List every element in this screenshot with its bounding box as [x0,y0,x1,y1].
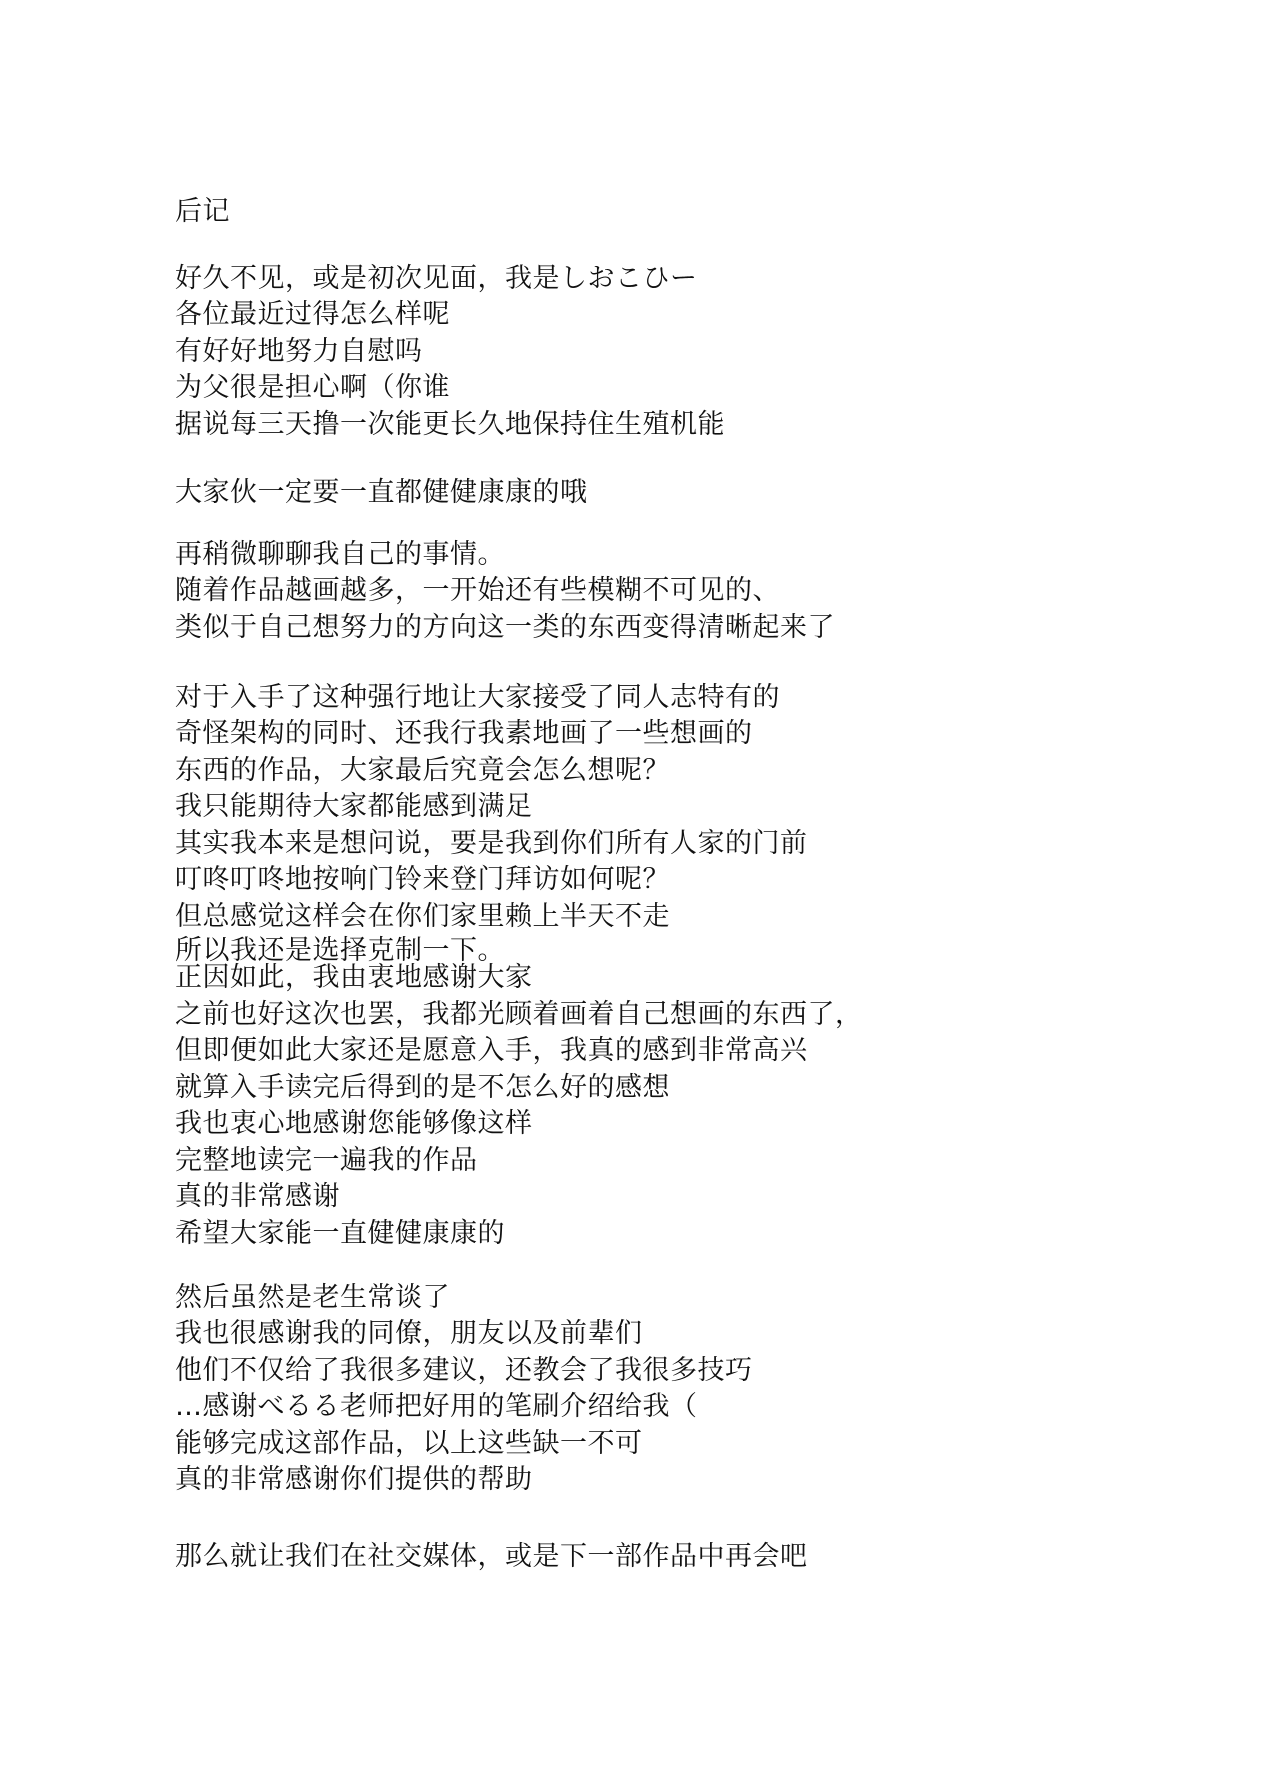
text-line: 就算入手读完后得到的是不怎么好的感想 [175,1072,670,1103]
text-line: 随着作品越画越多，一开始还有些模糊不可见的、 [175,575,780,606]
text-line: 但即便如此大家还是愿意入手，我真的感到非常高兴 [175,1035,808,1066]
text-line: 奇怪架构的同时、还我行我素地画了一些想画的 [175,718,753,749]
text-line: 我也很感谢我的同僚，朋友以及前辈们 [175,1318,643,1349]
text-line: 正因如此，我由衷地感谢大家 [175,962,533,993]
text-line: 为父很是担心啊（你谁 [175,372,450,403]
text-line: 真的非常感谢 [175,1181,340,1212]
text-line: 各位最近过得怎么样呢 [175,299,450,330]
text-line: 东西的作品，大家最后究竟会怎么想呢？ [175,755,670,786]
text-line: 然后虽然是老生常谈了 [175,1282,450,1313]
text-line: 其实我本来是想问说，要是我到你们所有人家的门前 [175,828,808,859]
text-line: 希望大家能一直健健康康的 [175,1218,505,1249]
text-line: 完整地读完一遍我的作品 [175,1145,478,1176]
text-line: 我只能期待大家都能感到满足 [175,791,533,822]
text-line: 真的非常感谢你们提供的帮助 [175,1464,533,1495]
text-line: 那么就让我们在社交媒体，或是下一部作品中再会吧 [175,1541,808,1572]
text-line: 但总感觉这样会在你们家里赖上半天不走 [175,901,670,932]
text-line: 所以我还是选择克制一下。 [175,935,505,966]
text-line: 大家伙一定要一直都健健康康的哦 [175,477,588,508]
page-title: 后记 [175,196,230,227]
text-line: 再稍微聊聊我自己的事情。 [175,539,505,570]
text-line: 有好好地努力自慰吗 [175,336,423,367]
text-line: …感谢べるる老师把好用的笔刷介绍给我（ [175,1391,698,1422]
text-line: 类似于自己想努力的方向这一类的东西变得清晰起来了 [175,612,835,643]
text-line: 对于入手了这种强行地让大家接受了同人志特有的 [175,682,780,713]
text-line: 他们不仅给了我很多建议，还教会了我很多技巧 [175,1355,753,1386]
text-line: 之前也好这次也罢，我都光顾着画着自己想画的东西了， [175,999,863,1030]
text-line: 能够完成这部作品，以上这些缺一不可 [175,1428,643,1459]
text-line: 叮咚叮咚地按响门铃来登门拜访如何呢？ [175,864,670,895]
text-line: 我也衷心地感谢您能够像这样 [175,1108,533,1139]
text-line: 据说每三天撸一次能更长久地保持住生殖机能 [175,409,725,440]
text-line: 好久不见，或是初次见面，我是しおこひー [175,263,698,294]
